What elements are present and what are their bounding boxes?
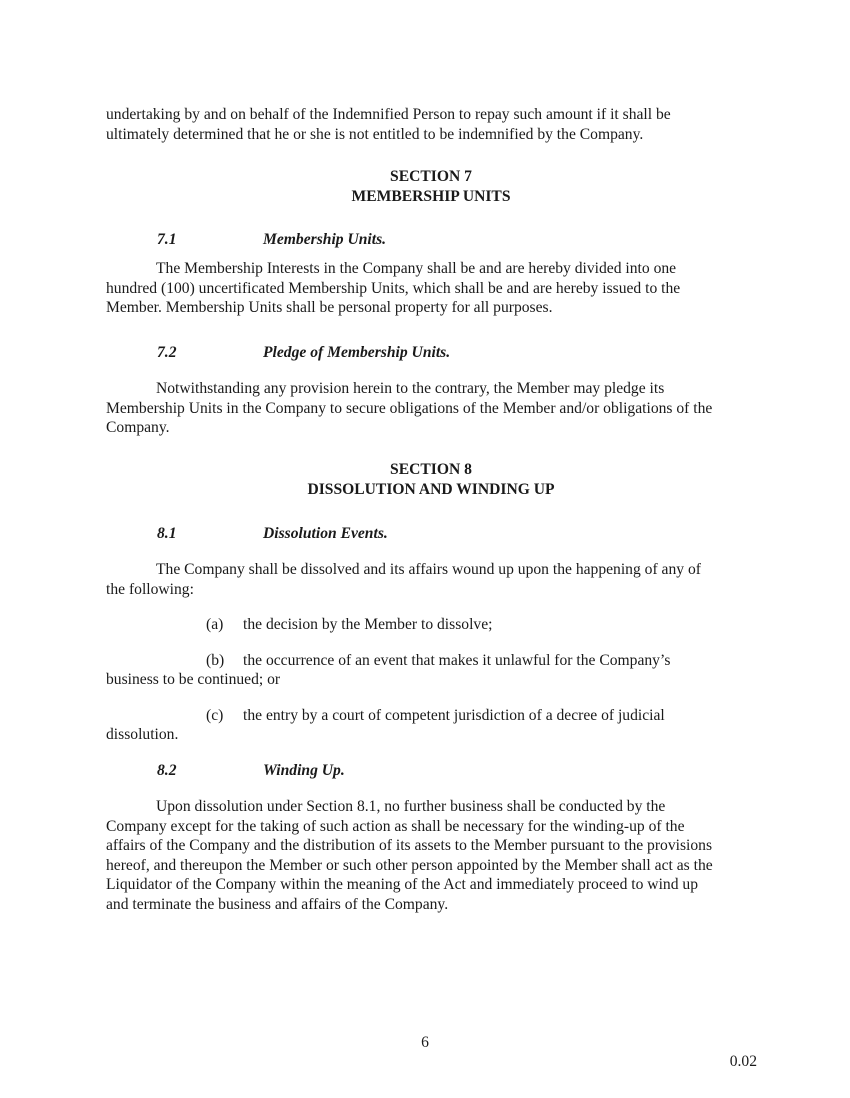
paragraph-line: Notwithstanding any provision herein to the contrary, the Member may pledge its [156, 380, 665, 397]
subsection-number: 8.1 [157, 525, 177, 542]
section-number: SECTION 8 [390, 461, 472, 478]
list-item-text: the entry by a court of competent jurisdiction of a decree of judicial [243, 707, 665, 724]
list-marker: (b) [206, 652, 225, 669]
subsection-number: 7.2 [157, 344, 177, 361]
subsection-8-1-body [106, 560, 756, 599]
subsection-title: Membership Units. [263, 231, 387, 248]
subsection-title: Winding Up. [263, 762, 345, 779]
subsection-title: Pledge of Membership Units. [263, 344, 451, 361]
section-title: MEMBERSHIP UNITS [351, 187, 511, 205]
list-item-continuation: dissolution. [106, 726, 179, 743]
paragraph-line: hereof, and thereupon the Member or such other person appointed by the Member shall act as the [106, 856, 713, 874]
paragraph-line: the following: [106, 580, 194, 598]
subsection-8-2-body [106, 797, 756, 914]
paragraph-line: Member. Membership Units shall be personal property for all purposes. [106, 299, 553, 316]
paragraph-line: The Company shall be dissolved and its affairs wound up upon the happening of any of [156, 561, 701, 578]
paragraph-line: Liquidator of the Company within the meaning of the Act and immediately proceed to wind up [106, 876, 698, 893]
section-7-heading [106, 167, 756, 206]
paragraph-line: Upon dissolution under Section 8.1, no further business shall be conducted by the [156, 798, 666, 815]
section-8-heading [106, 460, 756, 499]
paragraph-line: affairs of the Company and the distribution of its assets to the Member pursuant to the provisions [106, 837, 713, 854]
list-item-text: the occurrence of an event that makes it unlawful for the Company’s [243, 652, 671, 669]
subsection-7-1-body [106, 259, 756, 318]
document-version-code: 0.02 [729, 1053, 757, 1070]
paragraph-line: Company. [106, 419, 170, 436]
paragraph-line: ultimately determined that he or she is not entitled to be indemnified by the Company. [106, 125, 644, 143]
paragraph-line: hundred (100) uncertificated Membership Units, which shall be and are hereby issued to the [106, 279, 681, 297]
paragraph-line: The Membership Interests in the Company shall be and are hereby divided into one [156, 260, 677, 277]
subsection-number: 8.2 [157, 762, 177, 779]
subsection-number: 7.1 [157, 231, 177, 248]
list-marker: (c) [206, 707, 224, 724]
section-title: DISSOLUTION AND WINDING UP [307, 480, 555, 498]
paragraph-line: Membership Units in the Company to secure obligations of the Member and/or obligations of the [106, 399, 713, 417]
paragraph-line: undertaking by and on behalf of the Indemnified Person to repay such amount if it shall be [106, 106, 671, 123]
paragraph-line: and terminate the business and affairs of the Company. [106, 895, 449, 913]
page-number: 6 [421, 1034, 429, 1051]
subsection-title: Dissolution Events. [263, 525, 388, 542]
subsection-7-2-body [106, 379, 756, 438]
section-number: SECTION 7 [390, 168, 472, 185]
intro-paragraph [106, 105, 756, 144]
list-item-text: the decision by the Member to dissolve; [243, 616, 493, 633]
list-item-continuation: business to be continued; or [106, 671, 281, 688]
paragraph-line: Company except for the taking of such action as shall be necessary for the winding-up of the [106, 817, 685, 835]
list-marker: (a) [206, 616, 224, 633]
